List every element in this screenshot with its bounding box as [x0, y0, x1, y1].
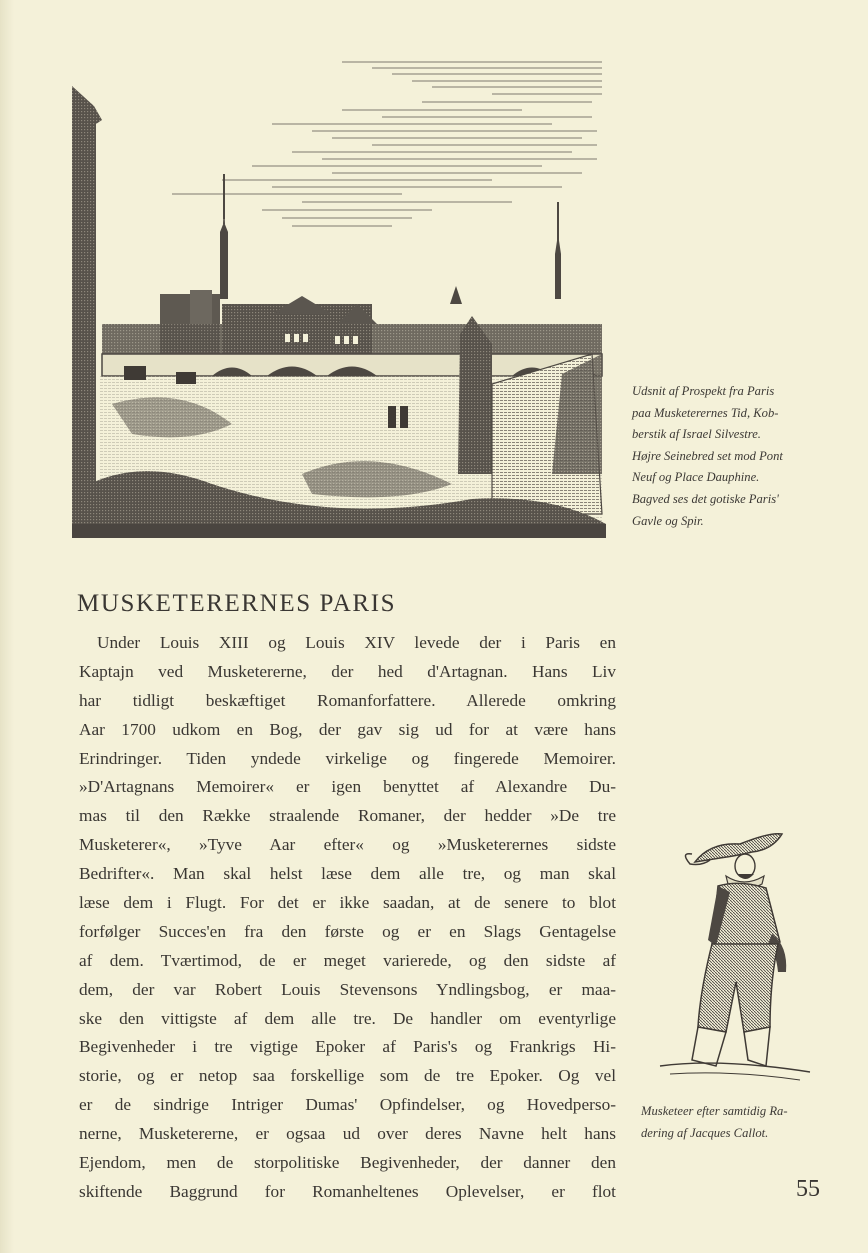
- body-line: dem, der var Robert Louis Stevensons Yndlingsbog, er maa-: [79, 979, 616, 999]
- caption-line: Musketeer efter samtidig Ra-: [641, 1104, 788, 1118]
- page-gutter-shadow: [0, 0, 14, 1253]
- body-line: ske den vittigste af dem alle tre. De handler om eventyrlige: [79, 1008, 616, 1028]
- body-line: er de sindrige Intriger Dumas' Opfindelser, og Hovedperso-: [79, 1095, 616, 1115]
- caption-line: berstik af Israel Silvestre.: [632, 427, 761, 442]
- body-line: Bedrifter«. Man skal helst læse dem alle tre, og man skal: [79, 864, 616, 884]
- body-line: Under Louis XIII og Louis XIV levede der i Paris en: [97, 633, 616, 652]
- body-line: »D'Artagnans Memoirer« er igen benyttet af Alexandre Du-: [79, 777, 616, 797]
- article-body: [79, 629, 616, 1207]
- caption-line: Neuf og Place Dauphine.: [632, 470, 760, 485]
- body-line: nerne, Musketererne, er ogsaa ud over deres Navne helt hans: [79, 1124, 616, 1144]
- body-line: Kaptajn ved Musketererne, der hed d'Artagnan. Hans Liv: [79, 661, 616, 681]
- page-number: 55: [796, 1176, 820, 1202]
- body-line: Musketerer«, »Tyve Aar efter« og »Musketerernes sidste: [79, 835, 616, 855]
- musketeer-caption: [641, 1101, 811, 1144]
- caption-line: dering af Jacques Callot.: [641, 1125, 769, 1140]
- caption-line: Bagved ses det gotiske Paris': [632, 491, 779, 506]
- body-line: Begivenheder i tre vigtige Epoker af Paris's og Frankrigs Hi-: [79, 1037, 616, 1057]
- paris-engraving-illustration: [72, 54, 606, 538]
- body-line: Ejendom, men de storpolitiske Begivenheder, der danner den: [79, 1153, 616, 1173]
- caption-line: Udsnit af Prospekt fra Paris: [632, 384, 775, 398]
- body-line: læse dem i Flugt. For det er ikke saadan, at de senere to blot: [79, 893, 616, 913]
- body-line: Erindringer. Tiden yndede virkelige og fingerede Memoirer.: [79, 748, 616, 768]
- body-line: har tidligt beskæftiget Romanforfattere. Allerede omkring: [79, 690, 616, 710]
- musketeer-figure-icon: [640, 822, 830, 1090]
- body-line: forfølger Succes'en fra den første og er en Slags Gentagelse: [79, 921, 616, 941]
- body-line: skiftende Baggrund for Romanheltenes Oplevelser, er flot: [79, 1181, 616, 1201]
- article-heading: MUSKETERERNES PARIS: [77, 590, 397, 617]
- caption-line: paa Musketerernes Tid, Kob-: [632, 405, 779, 420]
- caption-line: Gavle og Spir.: [632, 513, 704, 528]
- body-line: mas til den Række straalende Romaner, der hedder »De tre: [79, 806, 616, 826]
- musketeer-illustration: [640, 822, 830, 1090]
- body-line: storie, og er netop saa forskellige som de tre Epoker. Og vel: [79, 1066, 616, 1086]
- body-line: af dem. Tværtimod, de er meget varierede, og den sidste af: [79, 950, 616, 970]
- body-line: Aar 1700 udkom en Bog, der gav sig ud for at være hans: [79, 719, 616, 739]
- engraving-image-icon: [72, 54, 606, 538]
- caption-line: Højre Seinebred set mod Pont: [632, 448, 783, 463]
- engraving-caption: [632, 381, 814, 532]
